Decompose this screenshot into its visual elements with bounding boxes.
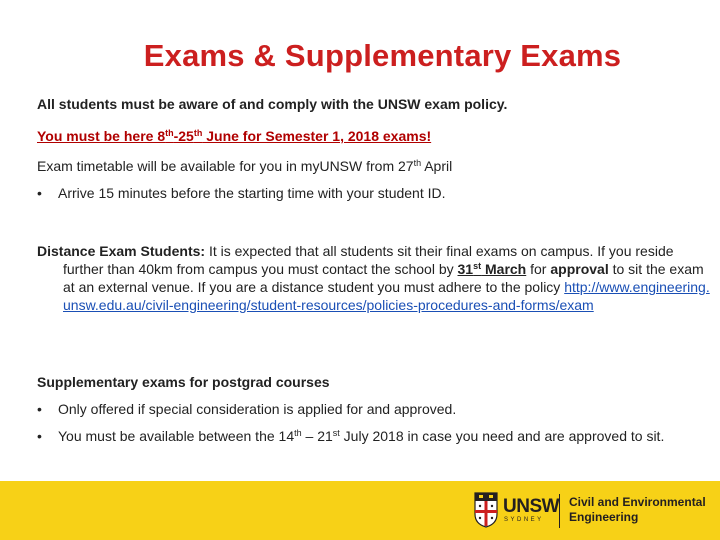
distance-paragraph bbox=[37, 242, 713, 314]
distance-date-sup: st bbox=[473, 261, 482, 271]
slide-title: Exams & Supplementary Exams bbox=[143, 38, 622, 73]
distance-text1: It is expected that all students sit their final exams on campus. If you reside further than 40km from campus you must contact the school by bbox=[63, 243, 674, 277]
exam-dates-part3: June for Semester 1, 2018 exams! bbox=[202, 128, 432, 144]
exam-dates-line bbox=[37, 127, 687, 145]
supp-bullet-2-text bbox=[58, 427, 688, 445]
distance-date bbox=[458, 261, 527, 277]
supp-bullet-2-sup1: th bbox=[294, 428, 302, 438]
supp-bullet-1-text: Only offered if special consideration is applied for and approved. bbox=[58, 401, 457, 417]
logo-divider bbox=[559, 494, 560, 528]
distance-date-month: March bbox=[481, 261, 527, 277]
distance-text3: to sit the exam at an external venue. If you are a distance student you must adhere to the policy bbox=[63, 261, 704, 295]
faculty-line-1: Civil and Environmental bbox=[569, 495, 706, 509]
timetable-sup: th bbox=[413, 158, 422, 168]
supp-bullet-2-sup2: st bbox=[332, 428, 340, 438]
exam-policy-link[interactable]: http://www.engineering.unsw.edu.au/civil-engineering/student-resources/policies-procedures-and-forms/exam bbox=[63, 279, 710, 313]
distance-text2: for bbox=[526, 261, 551, 277]
arrive-text: Arrive 15 minutes before the starting time with your student ID. bbox=[58, 185, 446, 201]
timetable-line bbox=[37, 157, 687, 175]
exam-dates-sup1: th bbox=[165, 128, 174, 138]
bullet-marker: • bbox=[37, 185, 42, 201]
bullet-marker: • bbox=[37, 428, 42, 444]
faculty-line-2: Engineering bbox=[569, 510, 639, 524]
unsw-logo-text: UNSW bbox=[503, 496, 560, 517]
exam-dates-sup2: th bbox=[193, 128, 203, 138]
timetable-text: Exam timetable will be available for you in myUNSW from 27 bbox=[37, 158, 414, 174]
exam-dates-part2: -25 bbox=[173, 128, 194, 144]
supplementary-heading: Supplementary exams for postgrad courses bbox=[37, 374, 330, 390]
exam-dates-part1: You must be here 8 bbox=[37, 128, 166, 144]
unsw-logo-subtext: SYDNEY bbox=[504, 517, 544, 523]
policy-line: All students must be aware of and comply with the UNSW exam policy. bbox=[37, 96, 508, 112]
supp-bullet-2-text1: You must be available between the 14 bbox=[58, 428, 295, 444]
supp-bullet-2-text2: – 21 bbox=[301, 428, 333, 444]
bullet-marker: • bbox=[37, 401, 42, 417]
unsw-crest-icon bbox=[474, 492, 498, 528]
timetable-end: April bbox=[421, 158, 453, 174]
distance-heading: Distance Exam Students: bbox=[37, 243, 206, 259]
supp-bullet-2-text3: July 2018 in case you need and are approved to sit. bbox=[339, 428, 665, 444]
distance-approval: approval bbox=[550, 261, 609, 277]
faculty-name bbox=[569, 495, 719, 525]
distance-date-num: 31 bbox=[457, 261, 474, 277]
